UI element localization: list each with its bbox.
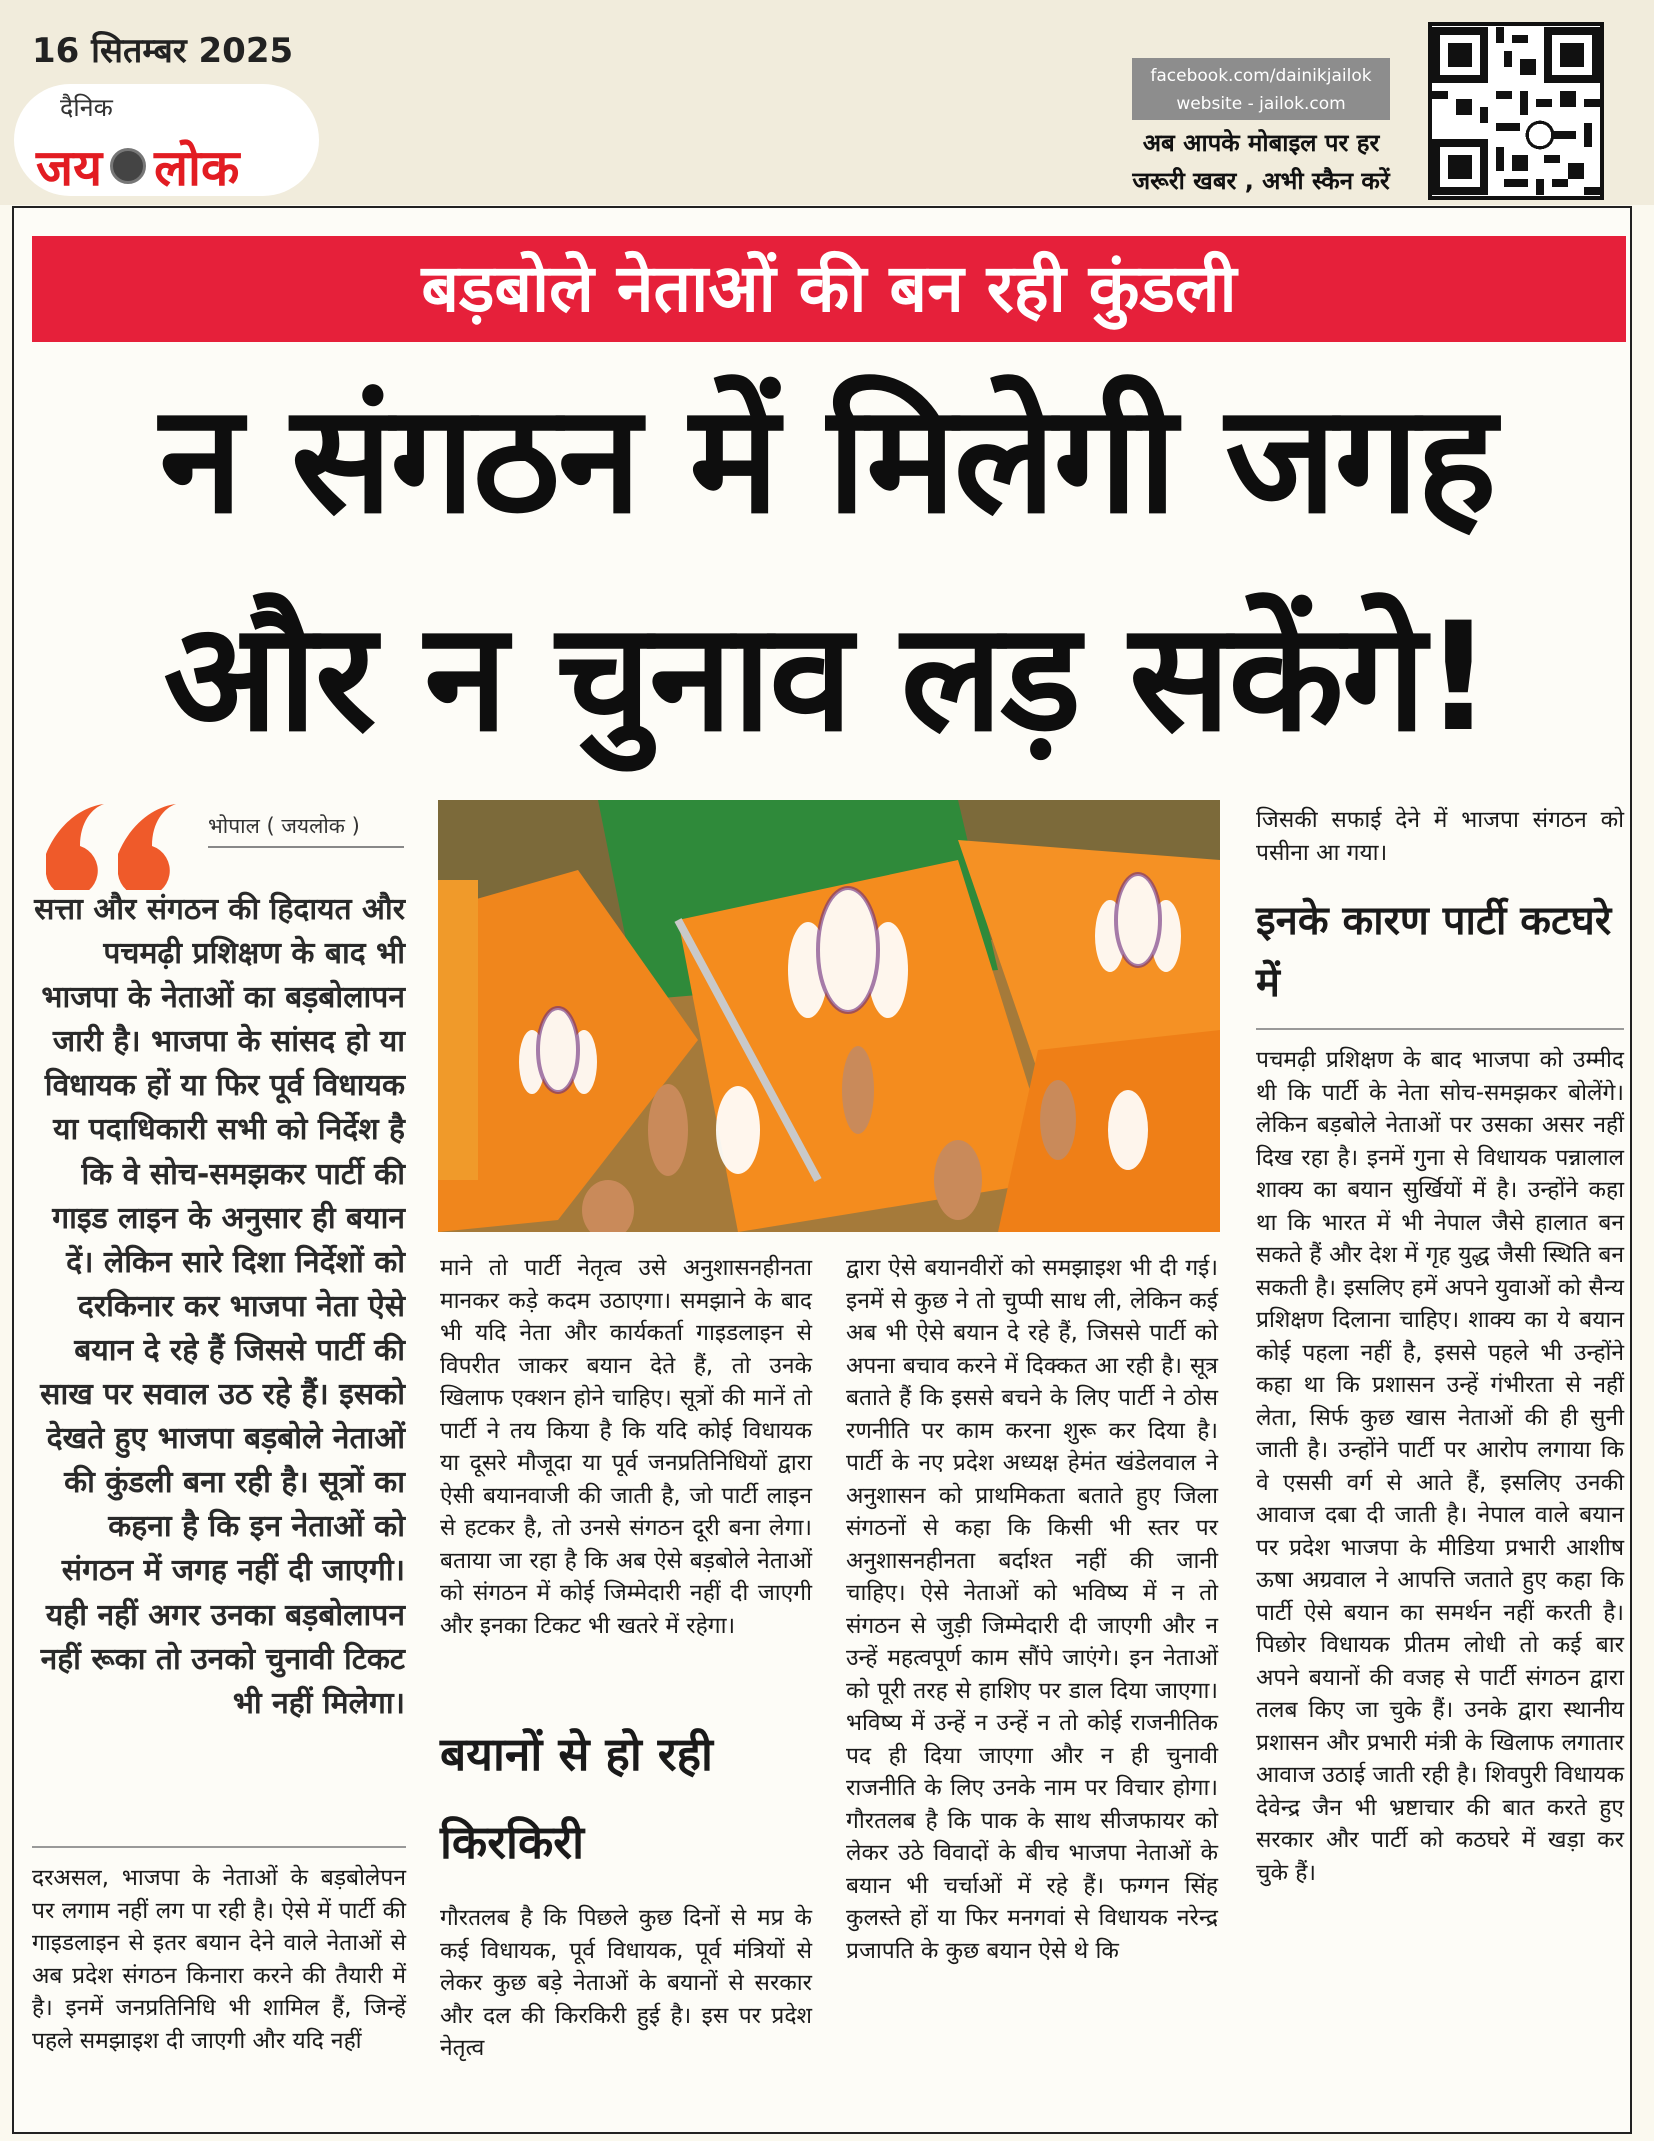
dateline: भोपाल ( जयलोक ) bbox=[208, 812, 404, 848]
headline-line2: और न चुनाव लड़ सकेंगे! bbox=[163, 591, 1491, 765]
issue-date: 16 सितम्बर 2025 bbox=[32, 31, 294, 71]
facebook-link[interactable]: facebook.com/dainikjailok bbox=[1150, 66, 1372, 86]
logo-word-left: जय bbox=[36, 139, 103, 197]
scan-prompt-line1: अब आपके मोबाइल पर हर bbox=[1142, 129, 1380, 157]
kicker-banner: बड़बोले नेताओं की बन रही कुंडली bbox=[32, 236, 1626, 342]
logo-word-right: लोक bbox=[154, 139, 240, 197]
column2-body: माने तो पार्टी नेतृत्व उसे अनुशासनहीनता मानकर कड़े कदम उठाएगा। समझाने के बाद भी यदि नेता और कार्यकर्ता गाइडलाइन से विपरीत जाकर बयान देते हैं, तो उनके खिलाफ एक्शन होने चाहिए। सूत्रों की मानें तो पार्टी ने तय किया है कि यदि कोई विधायक या दूसरे मौजूदा या पूर्व जनप्रतिनिधियों द्वारा ऐसी बयानवाजी की जाती है, जो पार्टी लाइन से हटकर है, तो उनसे संगठन दूरी बना लेगा। बताया जा रहा है कि अब ऐसे बड़बोले नेताओं को संगठन में कोई जिम्मेदारी नहीं दी जाएगी और इनका टिकट भी खतरे में रहेगा। bbox=[440, 1255, 812, 1639]
social-links-box bbox=[1132, 58, 1390, 120]
column-divider bbox=[32, 1846, 406, 1848]
subhead-inke-karan: इनके कारण पार्टी कटघरे में bbox=[1256, 898, 1612, 1006]
quote-icon bbox=[40, 800, 190, 890]
column4-divider bbox=[1256, 1028, 1624, 1030]
column4-body: पचमढ़ी प्रशिक्षण के बाद भाजपा को उम्मीद थी कि पार्टी के नेता सोच-समझकर बोलेंगे। लेकिन बड़बोले नेताओं पर उसका असर नहीं दिख रहा है। इनमें गुना से विधायक पन्नालाल शाक्य का बयान सुर्खियों में है। उन्होंने कहा था कि भारत में भी नेपाल जैसे हालात बन सकते हैं और देश में गृह युद्ध जैसी स्थिति बन सकती है। इसलिए हमें अपने युवाओं को सैन्य प्रशिक्षण दिलाना चाहिए। शाक्य का ये बयान कोई पहला नहीं है, इससे पहले भी उन्होंने कहा था कि प्रशासन उन्हें गंभीरता से नहीं लेता, सिर्फ कुछ खास नेताओं की ही सुनी जाती है। उन्होंने पार्टी पर आरोप लगाया कि वे एससी वर्ग से आते हैं, इसलिए उनकी आवाज दबा दी जाती है। नेपाल वाले बयान पर प्रदेश भाजपा के मीडिया प्रभारी आशीष ऊषा अग्रवाल ने आपत्ति जताते हुए कहा कि पार्टी ऐसे बयान का समर्थन नहीं करती है। पिछोर विधायक प्रीतम लोधी तो कई बार अपने बयानों की वजह से पार्टी संगठन द्वारा तलब किए जा चुके हैं। उनके द्वारा स्थानीय प्रशासन और प्रभारी मंत्री के खिलाफ लगातार आवाज उठाई जाती रही है। शिवपुरी विधायक देवेन्द्र जैन भी भ्रष्टाचार की बात करते हुए सरकार और पार्टी को कठघरे में खड़ा कर चुके हैं। bbox=[1256, 1047, 1624, 1886]
column1-body: दरअसल, भाजपा के नेताओं के बड़बोलेपन पर लगाम नहीं लग पा रही है। ऐसे में पार्टी की गाइडलाइन से इतर बयान देने वाले नेताओं से अब प्रदेश संगठन किनारा करने की तैयारी में है। इनमें जनप्रतिनिधि भी शामिल हैं, जिन्हें पहले समझाइश दी जाएगी और यदि नहीं bbox=[32, 1865, 406, 2054]
headline-line1: न संगठन में मिलेगी जगह bbox=[159, 373, 1495, 547]
qr-code-icon[interactable] bbox=[1428, 22, 1604, 200]
lede-paragraph: सत्ता और संगठन की हिदायत और पचमढ़ी प्रशिक्षण के बाद भी भाजपा के नेताओं का बड़बोलापन जारी है। भाजपा के सांसद हो या विधायक हों या फिर पूर्व विधायक या पदाधिकारी सभी को निर्देश है कि वे सोच-समझकर पार्टी की गाइड लाइन के अनुसार ही बयान दें। लेकिन सारे दिशा निर्देशों को दरकिनार कर भाजपा नेता ऐसे बयान दे रहे हैं जिससे पार्टी की साख पर सवाल उठ रहे हैं। इसको देखते हुए भाजपा बड़बोले नेताओं की कुंडली बना रही है। सूत्रों का कहना है कि इन नेताओं को संगठन में जगह नहीं दी जाएगी। यही नहीं अगर उनका बड़बोलापन नहीं रूका तो उनको चुनावी टिकट भी नहीं मिलेगा। bbox=[34, 892, 405, 1721]
globe-icon bbox=[110, 148, 146, 184]
bjp-flags-photo bbox=[438, 800, 1220, 1232]
column4-body-top: जिसकी सफाई देने में भाजपा संगठन को पसीना आ गया। bbox=[1256, 807, 1624, 866]
column2-body-continued: गौरतलब है कि पिछले कुछ दिनों से मप्र के कई विधायक, पूर्व विधायक, पूर्व मंत्रियों से लेकर कुछ बड़े नेताओं के बयानों से सरकार और दल की किरकिरी हुई है। इस पर प्रदेश नेतृत्व bbox=[440, 1905, 812, 2061]
newspaper-logo bbox=[36, 132, 239, 200]
subhead-bayano-se: बयानों से हो रही किरकिरी bbox=[440, 1727, 713, 1869]
column3-body: द्वारा ऐसे बयानवीरों को समझाइश भी दी गई। इनमें से कुछ ने तो चुप्पी साध ली, लेकिन कई अब भी ऐसे बयान दे रहे हैं, जिससे पार्टी को अपना बचाव करने में दिक्कत आ रही है। सूत्र बताते हैं कि इससे बचने के लिए पार्टी ने ठोस रणनीति पर काम करना शुरू कर दिया है। पार्टी के नए प्रदेश अध्यक्ष हेमंत खंडेलवाल ने अनुशासन को प्राथमिकता बताते हुए जिला संगठनों से कहा कि किसी भी स्तर पर अनुशासनहीनता बर्दाश्त नहीं की जानी चाहिए। ऐसे नेताओं को भविष्य में न तो संगठन से जुड़ी जिम्मेदारी दी जाएगी और न उन्हें महत्वपूर्ण काम सौंपे जाएंगे। इन नेताओं को पूरी तरह से हाशिए पर डाल दिया जाएगा। भविष्य में उन्हें न उन्हें न तो कोई राजनीतिक पद ही दिया जाएगा और न ही चुनावी राजनीति के लिए उनके नाम पर विचार होगा। गौरतलब है कि पाक के साथ सीजफायर को लेकर उठे विवादों के बीच भाजपा नेताओं के बयान भी चर्चाओं में रहे हैं। फग्गन सिंह कुलस्ते हों या फिर मनगवां से विधायक नरेन्द्र प्रजापति के कुछ बयान ऐसे थे कि bbox=[846, 1255, 1218, 1964]
scan-prompt bbox=[1116, 124, 1406, 200]
scan-prompt-line2: जरूरी खबर , अभी स्कैन करें bbox=[1132, 167, 1390, 195]
website-link[interactable]: website - jailok.com bbox=[1176, 94, 1346, 114]
logo-daily-label: दैनिक bbox=[60, 93, 113, 122]
